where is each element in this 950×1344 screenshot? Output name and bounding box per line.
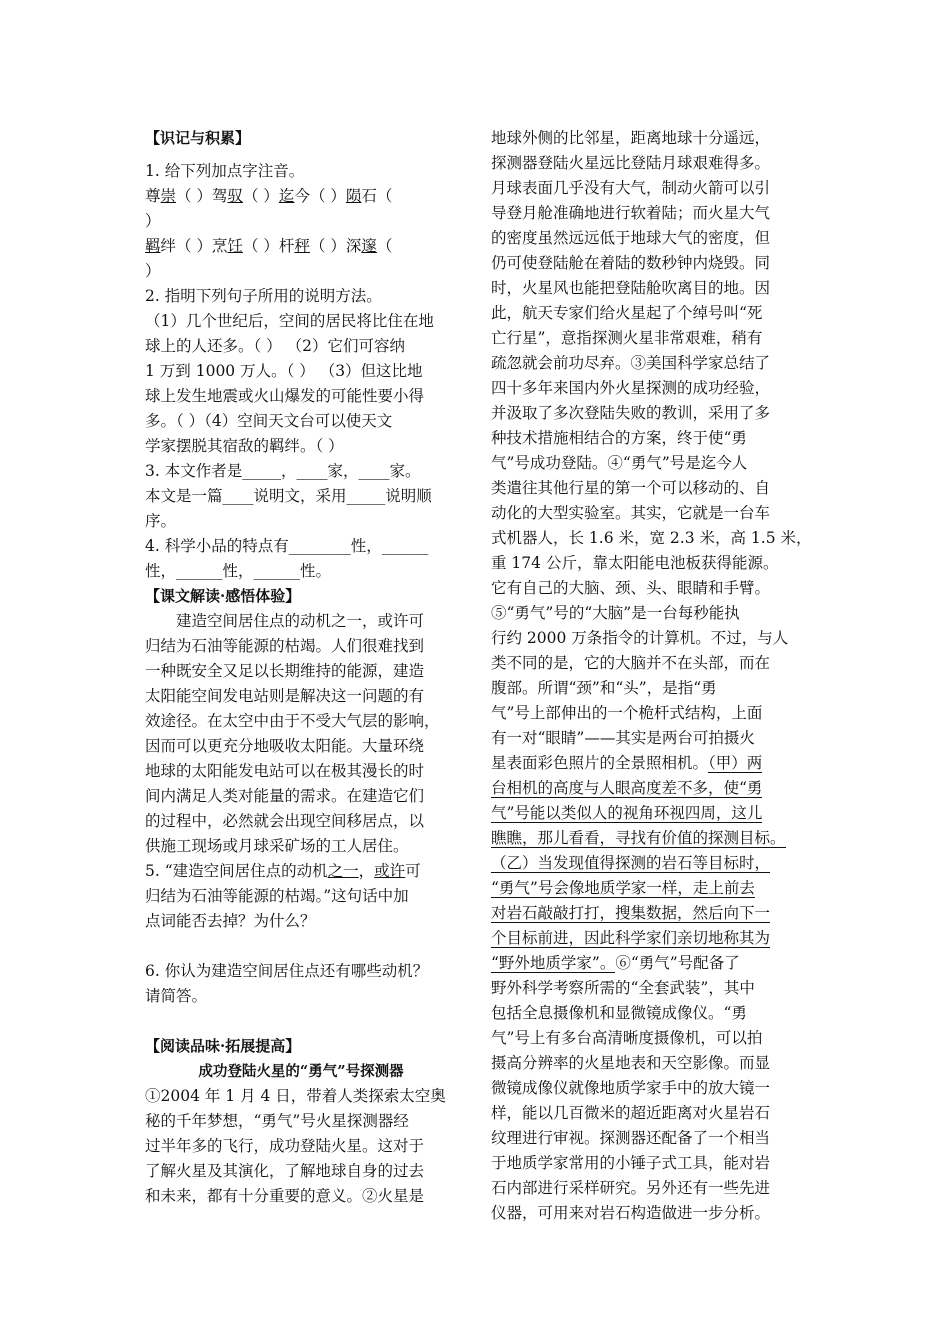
underlined-line [491,801,808,826]
q2-line: 1 万到 1000 万人。（ ） （3）但这比地 [145,362,423,380]
q5-text: 5. “建造空间居住点的动机 [145,862,328,880]
section-heading-memory: 【识记与积累】 [145,129,251,147]
article-line: 探测器登陆火星远比登陆月球艰难得多。 [491,154,771,172]
article-line: 微镜成像仪就像地质学家手中的放大镜一 [491,1079,771,1097]
q5-dotted-word: 或许 [374,862,406,880]
q1-dotted-char: 迄 [278,187,295,205]
q3-line: 3. 本文作者是_____，____家，____家。 [145,462,421,480]
article-line: 类遣往其他行星的第一个可以移动的、自 [491,479,771,497]
article-line-mixed [491,751,808,776]
article-text: ⑥“勇气”号配备了 [615,954,740,972]
article-line: 亡行星”，意指探测火星非常艰难，稍有 [491,329,763,347]
article-line: 秘的千年梦想，“勇气”号火星探测器经 [145,1112,409,1130]
underlined-text: （甲）两 [708,754,763,772]
underlined-line [491,901,808,926]
underlined-line [491,876,808,901]
passage-line: 的过程中，必然就会出现空间移居点，以 [145,812,425,830]
q5-line1 [145,859,457,884]
q1-text: 石（ [361,187,393,205]
article-line: 气”号上部伸出的一个桅杆式结构，上面 [491,704,763,722]
passage-line: 地球的太阳能发电站可以在极其漫长的时 [145,762,425,780]
q5-text: ， [358,862,375,880]
q1-text: （ ）驾 [176,187,228,205]
passage-line: 归结为石油等能源的枯竭。人们很难找到 [145,637,425,655]
article-line: 月球表面几乎没有大气，制动火箭可以引 [491,179,771,197]
section-heading-reading: 【课文解读·感悟体验】 [145,587,301,605]
q1-row1 [145,184,457,209]
underlined-line [491,851,808,876]
article-line: 样，能以几百微米的超近距离对火星岩石 [491,1104,771,1122]
article-line: ⑤“勇气”号的“大脑”是一台每秒能执 [491,604,740,622]
q3-line: 序。 [145,512,177,530]
article-line: ①2004 年 1 月 4 日，带着人类探索太空奥 [145,1087,446,1105]
article-line: 四十多年来国内外火星探测的成功经验， [491,379,771,397]
article-title: 成功登陆火星的“勇气”号探测器 [198,1063,404,1080]
article-line: 了解火星及其演化，了解地球自身的过去 [145,1162,425,1180]
q1-row1-tail: ） [145,212,161,230]
underlined-text: “野外地质学家”。 [491,954,616,972]
article-line: 它有自己的大脑、颈、头、眼睛和手臂。 [491,579,771,597]
q1-dotted-char: 饪 [227,237,243,255]
passage-line: 一种既安全又足以长期维持的能源，建造 [145,662,425,680]
q5-line2: 归结为石油等能源的枯竭。”这句话中加 [145,887,409,905]
article-line: 于地质学家常用的小锤子式工具，能对岩 [491,1154,771,1172]
article-line: 重 174 公斤，靠太阳能电池板获得能源。 [491,554,779,572]
passage-line: 间内满足人类对能量的需求。在建造它们 [145,787,425,805]
article-line: 此，航天专家们给火星起了个绰号叫“死 [491,304,763,322]
q2-line: 球上的人还多。（ ） （2）它们可容纳 [145,337,405,355]
article-line: 时，火星风也能把登陆舱吹离目的地。因 [491,279,771,297]
q1-text: 绊（ ）烹 [160,237,228,255]
q1-dotted-char: 邃 [361,237,377,255]
article-line: 仪器，可用来对岩石构造做进一步分析。 [491,1204,771,1222]
article-line: 野外科学考察所需的“全套武装”，其中 [491,979,755,997]
article-line: 和未来，都有十分重要的意义。②火星是 [145,1187,425,1205]
article-line: 行约 2000 万条指令的计算机。不过，与人 [491,629,789,647]
q2-line: 多。（ ）（4）空间天文台可以使天文 [145,412,393,430]
underlined-text: “勇气”号会像地质学家一样，走上前去 [491,879,755,897]
q2-prompt: 2. 指明下列句子所用的说明方法。 [145,287,382,305]
right-column [491,126,812,1226]
underlined-line [491,926,808,951]
passage-line: 太阳能空间发电站则是解决这一问题的有 [145,687,425,705]
q6-line: 请简答。 [145,987,208,1005]
underlined-text: 台相机的高度与人眼高度差不多，使“勇 [491,779,763,797]
q4-line: 性，______性，______性。 [145,562,332,580]
q1-row2 [145,234,457,259]
q1-dotted-char: 驭 [227,187,243,205]
underlined-text: 个目标前进，因此科学家们亲切地称其为 [491,929,771,947]
underlined-text: 瞧瞧，那儿看看，寻找有价值的探测目标。 [491,829,786,847]
q4-line: 4. 科学小品的特点有________性，______ [145,537,429,555]
q1-dotted-char: 羁 [145,237,161,255]
underlined-line [491,826,808,851]
underlined-line [491,776,808,801]
q1-text: （ ）杆 [242,237,295,255]
article-line: 石内部进行采样研究。另外还有一些先进 [491,1179,771,1197]
article-text: 星表面彩色照片的全景照相机。 [491,754,709,772]
article-line: 的密度虽然远远低于地球大气的密度，但 [491,229,771,247]
article-line: 纹理进行审视。探测器还配备了一个相当 [491,1129,771,1147]
article-line-mixed [491,951,808,976]
article-line: 气”号上有多台高清晰度摄像机，可以拍 [491,1029,763,1047]
article-line: 疏忽就会前功尽弃。③美国科学家总结了 [491,354,771,372]
q5-dotted-word: 之一 [327,862,359,880]
q1-dotted-char: 崇 [160,187,177,205]
article-line: 摄高分辨率的火星地表和天空影像。而显 [491,1054,771,1072]
passage-line: 效途径。在太空中由于不受大气层的影响， [145,712,440,730]
article-line: 气”号成功登陆。④“勇气”号是迄今人 [491,454,748,472]
article-line: 有一对“眼睛”——其实是两台可拍摄火 [491,729,755,747]
passage-line: 因而可以更充分地吸收太阳能。大量环绕 [145,737,425,755]
article-line: 类不同的是，它的大脑并不在头部，而在 [491,654,771,672]
q6-line: 6. 你认为建造空间居住点还有哪些动机？ [145,962,429,980]
q5-text: 可 [405,862,421,880]
q1-text: 今（ ） [294,187,346,205]
q1-text: 尊 [145,187,161,205]
passage-line: 供施工现场或月球采矿场的工人居住。 [145,837,409,855]
q2-line: 学家摆脱其宿敌的羁绊。（ ） [145,437,344,455]
q1-text: （ ） [242,187,279,205]
q5-line3: 点词能否去掉？为什么？ [145,912,316,930]
article-line: 动化的大型实验室。其实，它就是一台车 [491,504,771,522]
article-line: 包括全息摄像机和显微镜成像仪。“勇 [491,1004,747,1022]
q1-dotted-char: 陨 [345,187,362,205]
q2-line: （1）几个世纪后，空间的居民将比住在地 [145,312,434,330]
underlined-text: （乙）当发现值得探测的岩石等目标时， [491,854,771,872]
article-line: 仍可使登陆舱在着陆的数秒钟内烧毁。同 [491,254,771,272]
article-line: 种技术措施相结合的方案，终于使“勇 [491,429,747,447]
passage-line: 建造空间居住点的动机之一，或许可 [176,612,425,630]
article-line: 式机器人，长 1.6 米，宽 2.3 米，高 1.5 米， [491,529,812,547]
article-line: 地球外侧的比邻星，距离地球十分遥远， [491,129,771,147]
q1-text: （ [376,237,393,255]
q3-line: 本文是一篇____说明文，采用_____说明顺 [145,487,432,505]
q2-line: 球上发生地震或火山爆发的可能性要小得 [145,387,425,405]
q1-prompt: 1. 给下列加点字注音。 [145,162,305,180]
q1-text: （ ）深 [309,237,362,255]
article-line: 腹部。所谓“颈”和“头”，是指“勇 [491,679,717,697]
underlined-text: 气”号能以类似人的视角环视四周，这儿 [491,804,763,822]
q1-row2-tail: ） [145,262,161,280]
section-heading-extension: 【阅读品味·拓展提高】 [145,1037,301,1055]
underlined-text: 对岩石敲敲打打，搜集数据，然后向下一 [491,904,771,922]
article-line: 导登月舱准确地进行软着陆；而火星大气 [491,204,771,222]
article-line: 过半年多的飞行，成功登陆火星。这对于 [145,1137,425,1155]
left-column [145,126,457,1209]
article-line: 并汲取了多次登陆失败的教训，采用了多 [491,404,771,422]
q1-dotted-char: 秤 [294,237,310,255]
